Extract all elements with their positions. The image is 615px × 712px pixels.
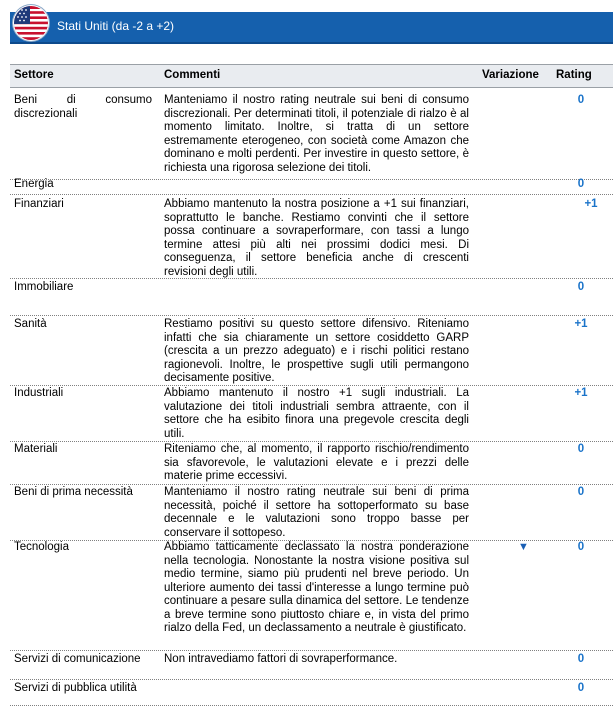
sector-cell: Beni di consumo discrezionali <box>14 94 152 120</box>
sector-cell: Finanziari <box>14 198 64 210</box>
table-row <box>10 316 613 386</box>
column-header-rating: Rating <box>556 69 592 81</box>
section-header <box>10 12 613 44</box>
sector-cell: Servizi di comunicazione <box>14 653 141 665</box>
comment-cell: Abbiamo mantenuto il nostro +1 sugli industriali. La valutazione dei titoli industriali sembra attraente, con il settore che ha esibito finora una pregevole crescita degli utili. <box>164 387 469 440</box>
sector-cell: Materiali <box>14 443 58 455</box>
table-row <box>10 196 613 279</box>
table-row <box>10 484 613 541</box>
rating-cell: +1 <box>574 318 588 330</box>
sector-cell: Immobiliare <box>14 281 74 293</box>
table-row <box>10 385 613 442</box>
sector-cell: Energia <box>14 178 54 190</box>
comment-cell: Manteniamo il nostro rating neutrale sui beni di consumo discrezionali. Per determinati titoli, il potenziale di rialzo è al momento limitato. Inoltre, si tratta di un settore estremamente eterogeneo, con società come Amazon che dominano e molti perdenti. Per investire in questo settore, è richiesta una rigorosa selezione dei titoli. <box>164 94 469 174</box>
comment-cell: Riteniamo che, al momento, il rapporto rischio/rendimento sia sfavorevole, le valutazioni elevate e i prezzi delle materie prime eccessivi. <box>164 443 469 482</box>
comment-cell: Abbiamo tatticamente declassato la nostra ponderazione nella tecnologia. Nonostante la nostra visione positiva sul medio termine, siamo più prudenti nel breve periodo. Un ulteriore aumento dei tassi d'interesse a lungo termine può continuare a pesare sulla dinamica del settore. Le tendenze a breve termine sono piuttosto chiare e, in vista del primo rialzo della Fed, un declassamento a neutrale è giustificato. <box>164 541 469 634</box>
column-header-variation: Variazione <box>482 69 539 81</box>
table-row <box>10 539 613 651</box>
rating-cell: +1 <box>584 198 598 210</box>
table-row <box>10 92 613 180</box>
sector-cell: Servizi di pubblica utilità <box>14 682 137 694</box>
rating-cell: 0 <box>577 281 585 293</box>
rating-cell: +1 <box>574 387 588 399</box>
table-header <box>10 64 613 88</box>
rating-cell: 0 <box>577 443 585 455</box>
table-row <box>10 176 613 195</box>
column-header-comment: Commenti <box>164 69 221 81</box>
section-title: Stati Uniti (da -2 a +2) <box>57 19 175 33</box>
comment-cell: Non intravediamo fattori di sovraperformance. <box>164 653 398 665</box>
rating-cell: 0 <box>577 486 585 498</box>
rating-cell: 0 <box>577 94 585 106</box>
comment-cell: Manteniamo il nostro rating neutrale sui beni di prima necessità, poiché il settore ha sottoperformato su base decennale e le valutazioni sono troppo basse per conservare il sottopeso. <box>164 486 469 539</box>
rating-cell: 0 <box>577 682 585 694</box>
sector-cell: Tecnologia <box>14 541 69 553</box>
table-row <box>10 680 613 706</box>
comment-cell: Abbiamo mantenuto la nostra posizione a +1 sui finanziari, soprattutto le banche. Restiamo convinti che il settore possa continuare a sovraperformare, con tassi a lungo termine attesi più alti nei prossimi dodici mesi. Di conseguenza, il settore beneficia anche di crescenti revisioni degli utili. <box>164 198 469 278</box>
rating-cell: 0 <box>577 653 585 665</box>
rating-cell: 0 <box>577 541 585 553</box>
comment-cell: Restiamo positivi su questo settore difensivo. Riteniamo infatti che sia chiaramente un settore cosiddetto GARP (crescita a un prezzo adeguato) e i rischi politici restano ragionevoli. Inoltre, le prospettive sugli utili permangono decisamente positive. <box>164 318 469 384</box>
sector-cell: Beni di prima necessità <box>14 486 133 498</box>
table-row <box>10 651 613 680</box>
sector-cell: Sanità <box>14 318 47 330</box>
us-flag-icon <box>14 6 48 40</box>
rating-cell: 0 <box>577 178 585 190</box>
table-row <box>10 441 613 485</box>
table-row <box>10 279 613 316</box>
sector-cell: Industriali <box>14 387 64 399</box>
column-header-sector: Settore <box>14 69 54 81</box>
downgrade-arrow-icon: ▼ <box>518 541 529 553</box>
